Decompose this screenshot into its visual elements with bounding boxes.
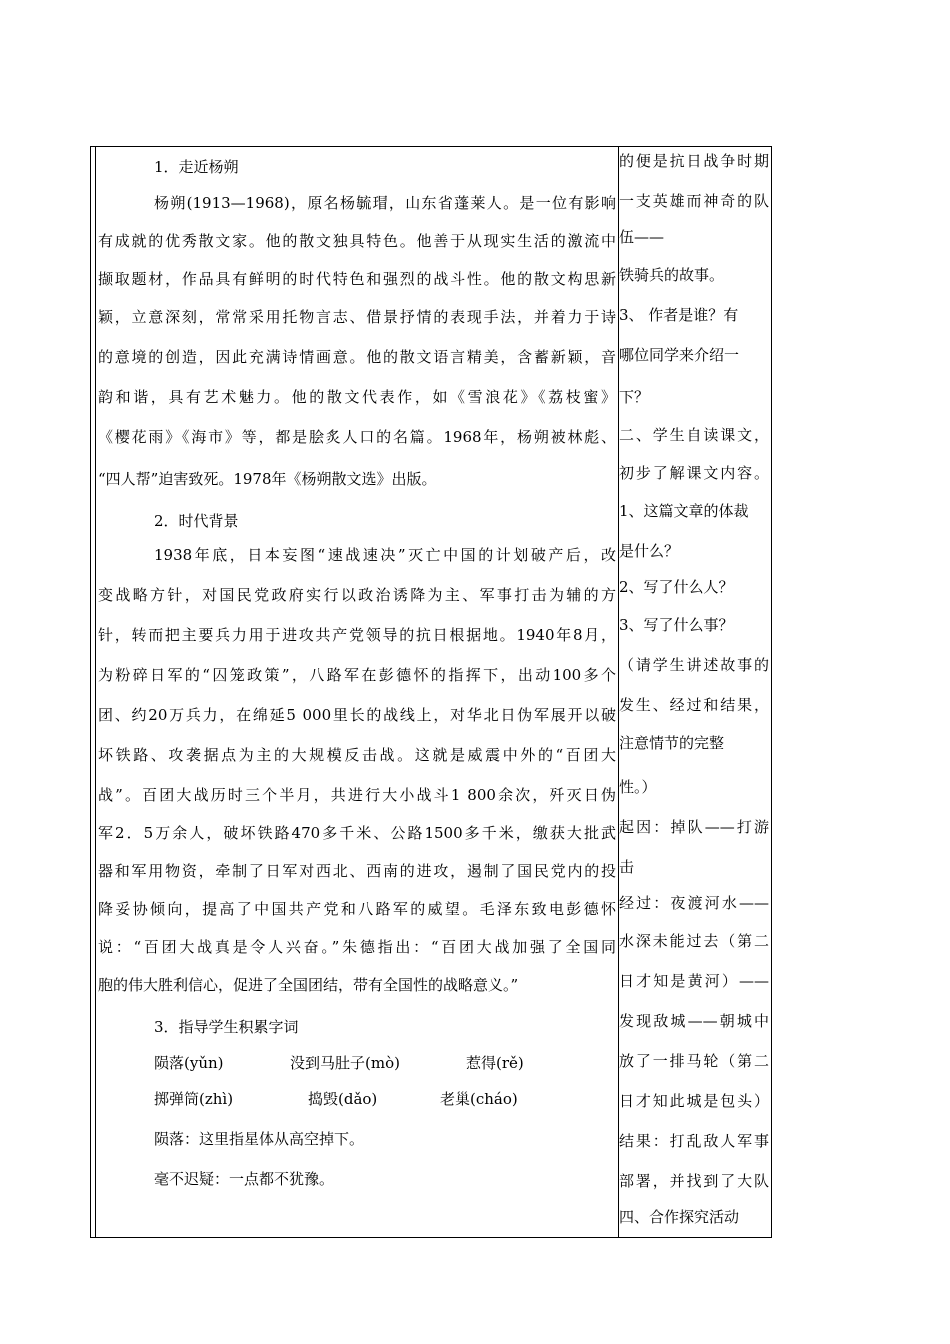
body-text-line: 降妥协倾向，提高了中国共产党和八路军的威望。毛泽东致电彭德怀: [98, 900, 616, 918]
body-text-line: 2．时代背景: [154, 512, 239, 530]
side-note-line: 初步了解课文内容。: [619, 464, 769, 482]
side-note-line: 是什么？: [619, 542, 680, 560]
body-text-line: 说：“百团大战真是令人兴奋。”朱德指出：“百团大战加强了全国同: [98, 938, 616, 956]
body-text-line: 老巢(cháo): [440, 1090, 518, 1108]
side-note-line: 起因：掉队——打游: [619, 818, 769, 836]
body-text-line: 为粉碎日军的“囚笼政策”，八路军在彭德怀的指挥下，出动100多个: [98, 666, 616, 684]
body-text-line: 变战略方针，对国民党政府实行以政治诱降为主、军事打击为辅的方: [98, 586, 616, 604]
side-note-line: 水深未能过去（第二: [619, 932, 769, 950]
body-text-line: 捣毁(dǎo): [308, 1090, 378, 1108]
side-note-line: 伍——: [619, 228, 665, 246]
side-note-line: 部署，并找到了大队: [619, 1172, 769, 1190]
side-note-line: 放了一排马轮（第二: [619, 1052, 769, 1070]
body-text-line: 掷弹筒(zhì): [154, 1090, 234, 1108]
body-text-line: 陨落：这里指星体从高空掉下。: [154, 1130, 365, 1148]
body-text-line: 3．指导学生积累字词: [154, 1018, 299, 1036]
side-note-line: 结果：打乱敌人军事: [619, 1132, 769, 1150]
body-text-line: 撷取题材，作品具有鲜明的时代特色和强烈的战斗性。他的散文构思新: [98, 270, 616, 288]
body-text-line: 的意境的创造，因此充满诗情画意。他的散文语言精美，含蓄新颖，音: [98, 348, 616, 366]
side-note-line: （请学生讲述故事的: [619, 656, 769, 674]
body-text-line: 《樱花雨》《海市》等，都是脍炙人口的名篇。1968年，杨朔被林彪、: [98, 428, 616, 446]
side-note-line: 二、学生自读课文，: [619, 426, 769, 444]
side-note-line: 铁骑兵的故事。: [619, 266, 725, 284]
side-note-line: 性。）: [619, 778, 657, 796]
side-note-line: 日才知是黄河）——: [619, 972, 769, 990]
body-text-line: 惹得(rě): [466, 1054, 524, 1072]
body-text-line: 没到马肚子(mò): [290, 1054, 400, 1072]
side-note-line: 发生、经过和结果，: [619, 696, 769, 714]
body-text-line: 针，转而把主要兵力用于进攻共产党领导的抗日根据地。1940年8月，: [98, 626, 616, 644]
body-text-line: 毫不迟疑：一点都不犹豫。: [154, 1170, 335, 1188]
side-note-line: 哪位同学来介绍一: [619, 346, 740, 364]
body-text-line: 陨落(yǔn): [154, 1054, 224, 1072]
body-text-line: 团、约20万兵力，在绵延5 000里长的战线上，对华北日伪军展开以破: [98, 706, 616, 724]
side-note-line: 注意情节的完整: [619, 734, 725, 752]
side-note-line: 日才知此城是包头）: [619, 1092, 769, 1110]
side-note-line: 发现敌城——朝城中: [619, 1012, 769, 1030]
body-text-line: 杨朔(1913—1968)，原名杨毓瑁，山东省蓬莱人。是一位有影响: [154, 194, 616, 212]
side-note-line: 的便是抗日战争时期: [619, 152, 769, 170]
body-text-line: 器和军用物资，牵制了日军对西北、西南的进攻，遏制了国民党内的投: [98, 862, 616, 880]
body-text-line: 1938年底，日本妄图“速战速决”灭亡中国的计划破产后，改: [154, 546, 616, 564]
side-note-line: 四、合作探究活动: [619, 1208, 740, 1226]
body-text-line: 颖，立意深刻，常常采用托物言志、借景抒情的表现手法，并着力于诗: [98, 308, 616, 326]
side-note-line: 击: [619, 858, 635, 876]
body-text-line: 胞的伟大胜利信心，促进了全国团结，带有全国性的战略意义。”: [98, 976, 519, 994]
body-text-line: 有成就的优秀散文家。他的散文独具特色。他善于从现实生活的激流中: [98, 232, 616, 250]
body-text-line: 韵和谐，具有艺术魅力。他的散文代表作，如《雪浪花》《荔枝蜜》: [98, 388, 616, 406]
side-note-line: 3、 作者是谁？有: [619, 306, 739, 324]
side-note-line: 1、这篇文章的体裁: [619, 502, 749, 520]
side-note-line: 2、写了什么人？: [619, 578, 734, 596]
body-text-line: 1．走近杨朔: [154, 158, 239, 176]
body-text-line: 坏铁路、攻袭据点为主的大规模反击战。这就是威震中外的“百团大: [98, 746, 616, 764]
side-note-line: 经过：夜渡河水——: [619, 894, 769, 912]
side-note-line: 3、写了什么事？: [619, 616, 734, 634]
lesson-table: [90, 146, 772, 1238]
body-text-line: “四人帮”迫害致死。1978年《杨朔散文选》出版。: [98, 470, 437, 488]
side-note-line: 下？: [619, 388, 650, 406]
body-text-line: 战”。百团大战历时三个半月，共进行大小战斗1 800余次，歼灭日伪: [98, 786, 616, 804]
body-text-line: 军2．5万余人，破坏铁路470多千米、公路1500多千米，缴获大批武: [98, 824, 616, 842]
side-note-line: 一支英雄而神奇的队: [619, 192, 769, 210]
